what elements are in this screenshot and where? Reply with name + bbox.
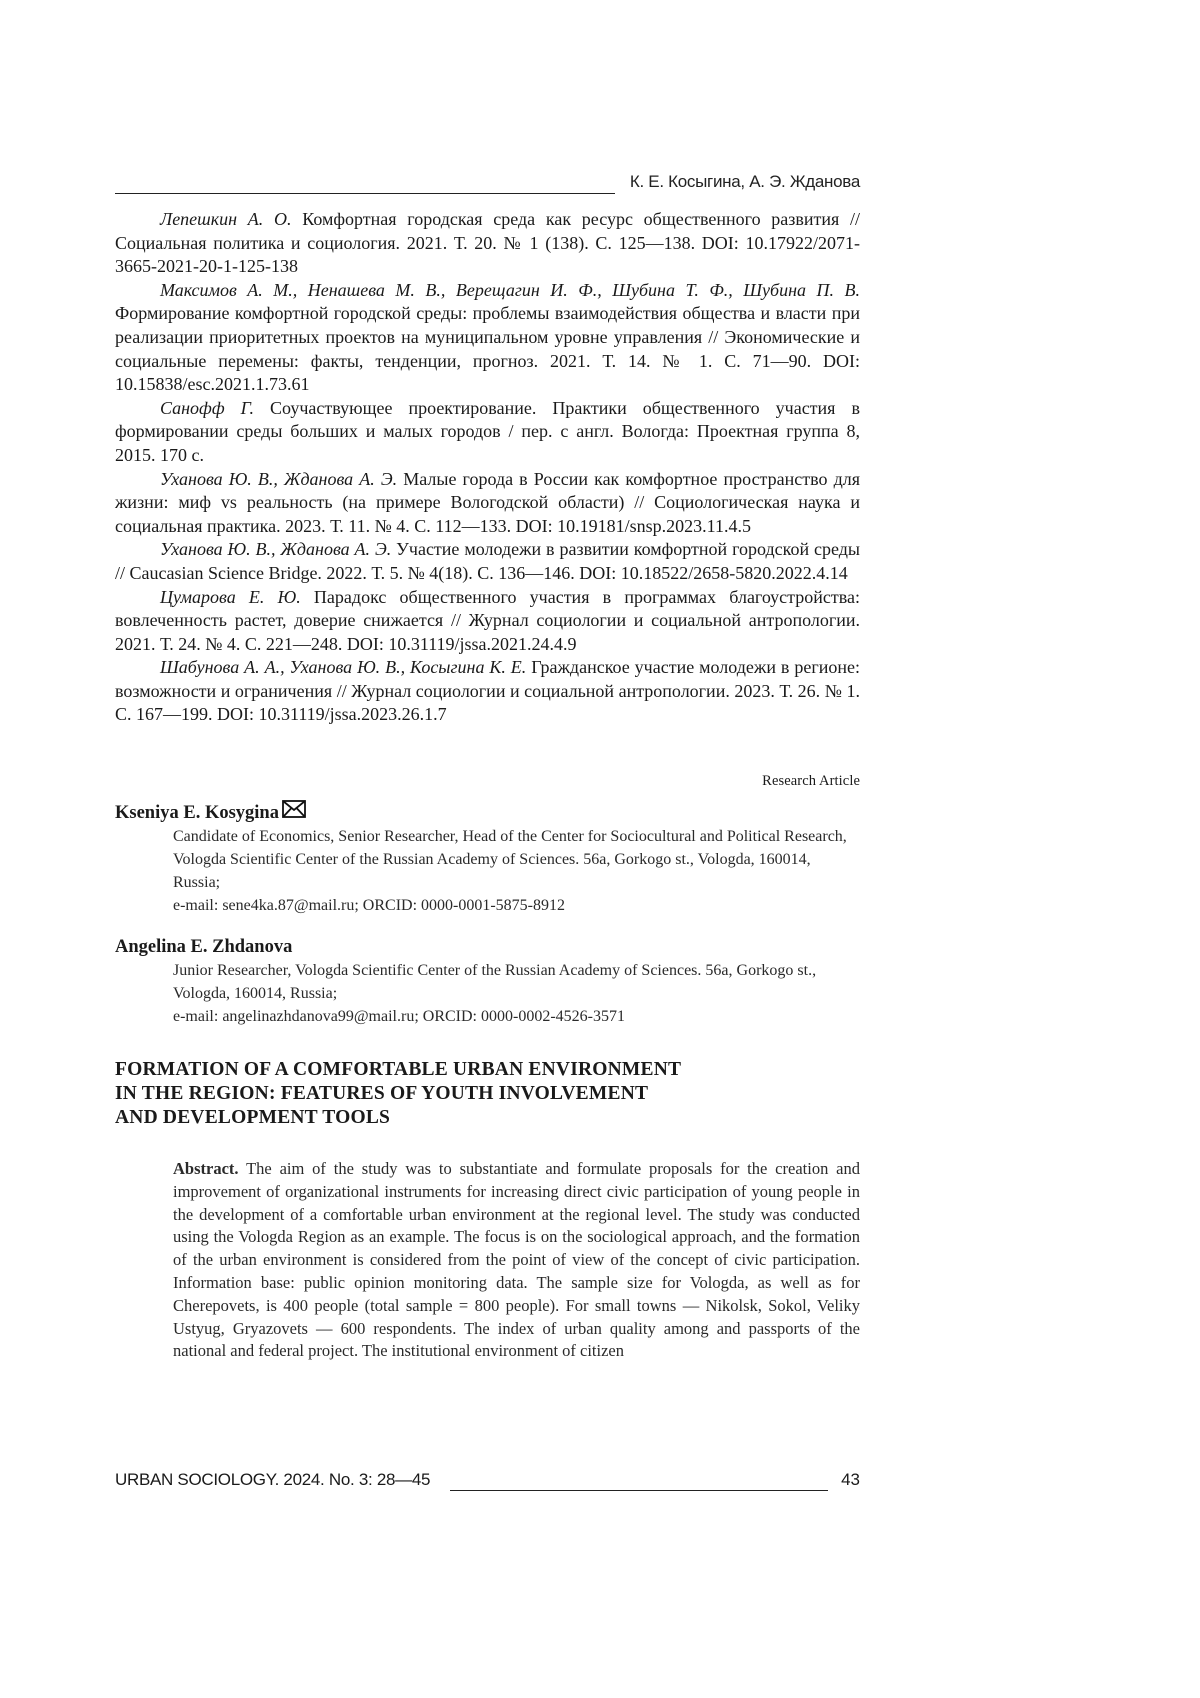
reference-list <box>115 208 860 727</box>
reference-item <box>115 538 860 585</box>
header-authors: К. Е. Косыгина, А. Э. Жданова <box>629 172 860 191</box>
author-name: Angelina E. Zhdanova <box>115 937 293 958</box>
running-footer <box>115 1470 860 1494</box>
author-affiliation-block <box>173 959 860 1028</box>
reference-text: Формирование комфортной городской среды: проблемы взаимодействия общества и власти при реализации приоритетных проектов на муниципальном уровне управления // Экономические и социальные перемены: факты, тенденции, прогноз. 2021. Т. 14. № 1. С. 71—90. DOI: 10.15838/esc.2021.1.73.61 <box>115 303 860 395</box>
reference-item <box>115 397 860 468</box>
reference-authors: Лепешкин А. О. <box>160 209 292 229</box>
title-line: AND DEVELOPMENT TOOLS <box>115 1107 391 1129</box>
author-affiliation: Junior Researcher, Vologda Scientific Center of the Russian Academy of Sciences. 56a, Gorkogo st., Vologda, 160014, Russia; <box>173 962 817 1003</box>
running-header <box>115 168 860 196</box>
reference-authors: Цумарова Е. Ю. <box>160 586 301 607</box>
title-line: FORMATION OF A COMFORTABLE URBAN ENVIRONMENT <box>115 1059 682 1081</box>
reference-text: Комфортная городская среда как ресурс общественного развития // Социальная политика и социология. 2021. Т. 20. № 1 (138). С. 125—138. DOI: 10.17922/2071-3665-2021-20-1-125-138 <box>115 209 860 277</box>
page <box>115 168 860 1363</box>
article-title <box>115 1058 860 1130</box>
footer-journal: URBAN SOCIOLOGY. 2024. No. 3: 28—45 <box>115 1470 431 1489</box>
header-rule <box>115 193 615 194</box>
author-name: Kseniya E. Kosygina <box>115 802 279 823</box>
author-affiliation-block <box>173 825 860 917</box>
reference-authors: Санофф Г. <box>160 397 255 418</box>
abstract-label: Abstract. <box>173 1159 239 1179</box>
page-number: 43 <box>841 1470 860 1489</box>
author-name-row <box>115 800 860 825</box>
reference-text: Соучаствующее проектирование. Практики общественного участия в формировании среды больших и малых городов / пер. с англ. Вологда: Проектная группа 8, 2015. 170 с. <box>115 397 860 465</box>
reference-item <box>115 656 860 727</box>
reference-text: Малые города в России как комфортное пространство для жизни: миф vs реальность (на примере Вологодской области) // Социологическая наука и социальная практика. 2023. Т. 11. № 4. С. 112—133. DOI: 10.19181/snsp.2023.11.4.5 <box>115 468 860 536</box>
article-type: Research Article <box>762 773 860 790</box>
reference-authors: Уханова Ю. В., Жданова А. Э. <box>160 468 398 489</box>
abstract-text: The aim of the study was to substantiate and formulate proposals for the creation and improvement of organizational instruments for increasing direct civic participation of young people in the development of a comfortable urban environment at the regional level. The study was conducted using the Vologda Region as an example. The focus is on the sociological approach, and the formation of the urban environment is considered from the point of view of the concept of civic participation. Information base: public opinion monitoring data. The sample size for Vologda, as well as for Cherepovets, is 400 people (total sample = 800 people). For small towns — Nikolsk, Sokol, Veliky Ustyug, Gryazovets — 600 respondents. The index of urban quality among and passports of the national and federal project. The institutional environment of citizen <box>173 1159 860 1361</box>
author-contact: e-mail: angelinazhdanova99@mail.ru; ORCID: 0000-0002-4526-3571 <box>173 1008 625 1026</box>
envelope-icon[interactable] <box>282 800 306 825</box>
reference-text: Участие молодежи в развитии комфортной городской среды // Caucasian Science Bridge. 2022. Т. 5. № 4(18). С. 136—146. DOI: 10.18522/2658-5820.2022.4.14 <box>115 539 861 583</box>
abstract <box>173 1158 860 1363</box>
reference-authors: Максимов А. М., Ненашева М. В., Верещагин И. Ф., Шубина Т. Ф., Шубина П. В. <box>160 279 860 300</box>
reference-item <box>115 279 860 397</box>
reference-authors: Шабунова А. А., Уханова Ю. В., Косыгина К. Е. <box>160 657 527 678</box>
author-affiliation: Candidate of Economics, Senior Researcher, Head of the Center for Sociocultural and Political Research, Vologda Scientific Center of the Russian Academy of Sciences. 56a, Gorkogo st., Vologda, 160014, Russia; <box>173 828 847 892</box>
author-block <box>115 935 860 1028</box>
reference-item <box>115 208 860 279</box>
reference-item <box>115 586 860 657</box>
author-block <box>115 800 860 917</box>
author-name-row <box>115 935 860 959</box>
title-line: IN THE REGION: FEATURES OF YOUTH INVOLVEMENT <box>115 1083 649 1105</box>
author-contact: e-mail: sene4ka.87@mail.ru; ORCID: 0000-0001-5875-8912 <box>173 897 565 915</box>
reference-item <box>115 468 860 539</box>
footer-rule <box>450 1490 828 1491</box>
reference-text: Гражданское участие молодежи в регионе: возможности и ограничения // Журнал социологии и социальной антропологии. 2023. Т. 26. № 1. С. 167—199. DOI: 10.31119/jssa.2023.26.1.7 <box>115 657 860 725</box>
reference-authors: Уханова Ю. В., Жданова А. Э. <box>160 539 392 560</box>
reference-text: Парадокс общественного участия в программах благоустройства: вовлеченность растет, доверие снижается // Журнал социологии и социальной антропологии. 2021. Т. 24. № 4. С. 221—248. DOI: 10.31119/jssa.2021.24.4.9 <box>115 586 860 654</box>
